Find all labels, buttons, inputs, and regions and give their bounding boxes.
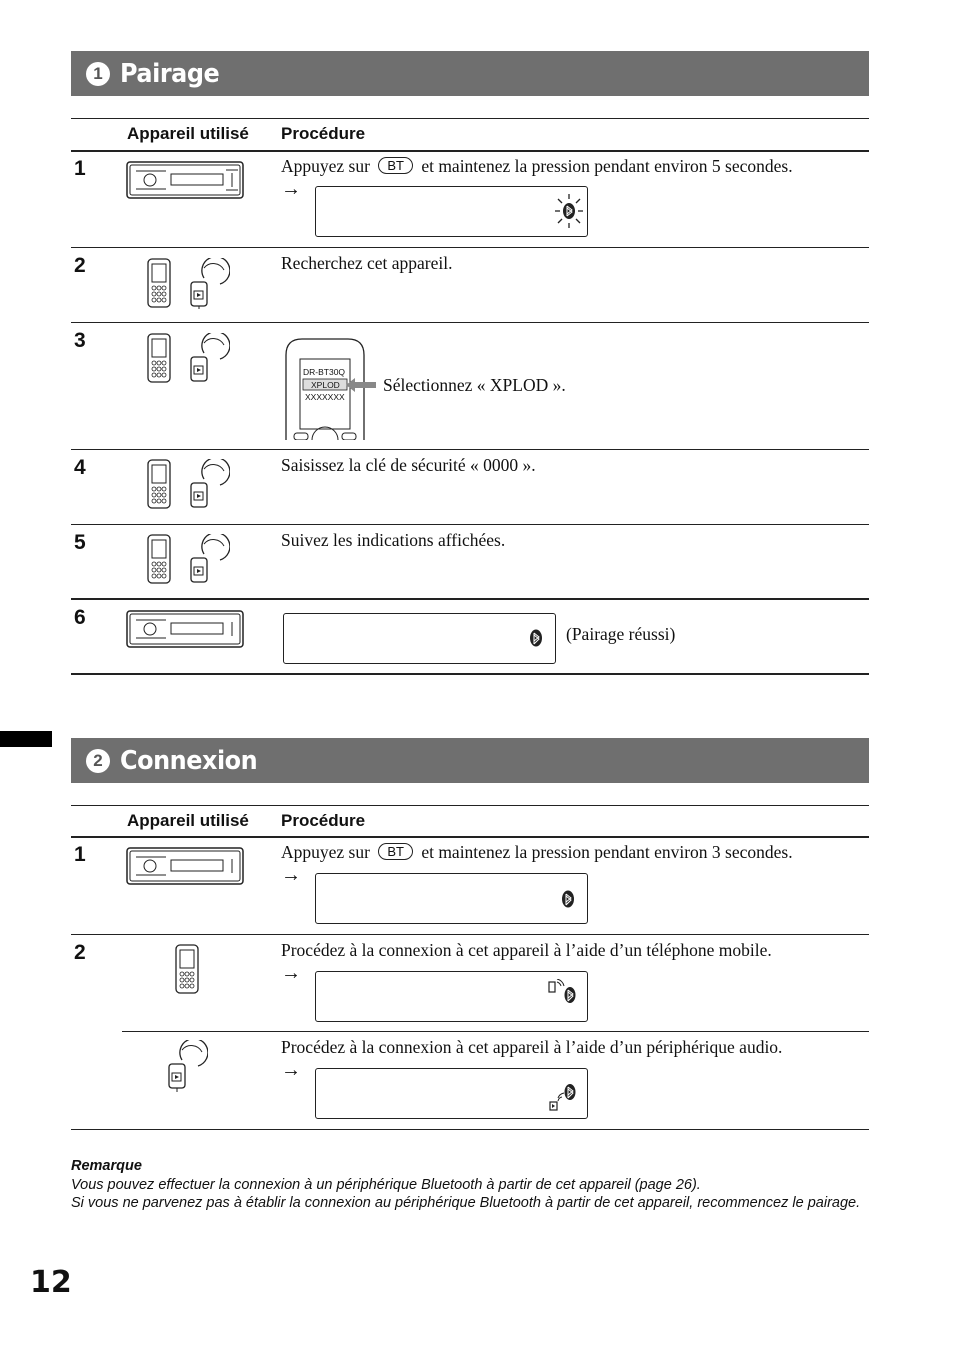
phone-and-audio-devices-icon [146, 459, 230, 511]
car-stereo-icon [126, 847, 244, 885]
pointer-arrow-icon [345, 377, 377, 393]
column-header-device: Appareil utilisé [127, 124, 249, 143]
headphones-player-icon [166, 1040, 208, 1094]
screen-line-selected: XPLOD [311, 380, 340, 390]
step-number: 5 [74, 531, 86, 554]
section-header-connexion [71, 738, 869, 783]
phone-and-audio-devices-icon [146, 258, 230, 310]
bluetooth-icon [561, 890, 575, 908]
remark-line: Vous pouvez effectuer la connexion à un périphérique Bluetooth à partir de cet appareil (page 26). [71, 1176, 701, 1193]
display-screen [315, 971, 588, 1022]
step-instruction: Procédez à la connexion à cet appareil à l’aide d’un périphérique audio. [281, 1037, 783, 1057]
table-rule [71, 673, 869, 675]
table-rule [71, 805, 869, 806]
section-number-badge: 1 [86, 62, 110, 86]
phone-connected-icon [548, 979, 578, 1005]
car-stereo-icon [126, 610, 244, 648]
headphones-player-icon [191, 258, 230, 309]
display-screen [315, 1068, 588, 1119]
step-instruction [281, 156, 793, 177]
table-rule [71, 322, 869, 323]
section-title: Pairage [120, 58, 220, 89]
phone-and-audio-devices-icon [146, 333, 230, 385]
step-instruction: Procédez à la connexion à cet appareil à l’aide d’un téléphone mobile. [281, 940, 772, 960]
table-rule [71, 836, 869, 838]
table-rule [71, 247, 869, 248]
step-number: 1 [74, 843, 86, 866]
step-instruction: Recherchez cet appareil. [281, 253, 453, 273]
bt-key-label: BT [378, 157, 413, 174]
instruction-text: et maintenez la pression pendant environ 3 secondes. [421, 842, 793, 862]
table-rule [71, 118, 869, 119]
section-title: Connexion [120, 745, 258, 776]
table-rule [71, 934, 869, 935]
table-rule [122, 1031, 869, 1032]
step-number: 4 [74, 456, 86, 479]
page-number: 12 [30, 1265, 72, 1300]
display-screen [283, 613, 556, 664]
instruction-text: et maintenez la pression pendant environ 5 secondes. [421, 156, 793, 176]
step-instruction [281, 842, 793, 863]
table-rule [71, 449, 869, 450]
phone-and-audio-devices-icon [146, 534, 230, 586]
table-rule [71, 150, 869, 152]
column-header-procedure: Procédure [281, 124, 366, 143]
step-number: 6 [74, 606, 86, 629]
mobile-phone-icon [148, 259, 170, 307]
bt-key-label: BT [378, 843, 413, 860]
car-stereo-icon [126, 161, 244, 199]
bluetooth-icon [529, 629, 543, 647]
remark-heading: Remarque [71, 1158, 142, 1174]
audio-connected-icon [548, 1083, 578, 1113]
step-number: 2 [74, 254, 86, 277]
result-arrow: → [281, 962, 301, 984]
step-result: (Pairage réussi) [566, 624, 676, 644]
table-rule [71, 524, 869, 525]
mobile-phone-icon [174, 944, 200, 994]
instruction-text: Appuyez sur [281, 842, 370, 862]
section-header-pairage [71, 51, 869, 96]
step-instruction: Sélectionnez « XPLOD ». [383, 375, 566, 395]
column-header-device: Appareil utilisé [127, 811, 249, 830]
blinking-bluetooth-icon [552, 193, 586, 229]
column-header-procedure: Procédure [281, 811, 366, 830]
step-number: 1 [74, 157, 86, 180]
display-screen [315, 873, 588, 924]
step-instruction: Suivez les indications affichées. [281, 530, 506, 550]
section-number-badge: 2 [86, 749, 110, 773]
display-screen [315, 186, 588, 237]
result-arrow: → [281, 178, 301, 200]
chapter-tab-marker [0, 731, 52, 747]
instruction-text: Appuyez sur [281, 156, 370, 176]
step-number: 3 [74, 329, 86, 352]
remark-line: Si vous ne parvenez pas à établir la connexion au périphérique Bluetooth à partir de cet appareil, recommencez le pairage. [71, 1195, 861, 1211]
table-rule [71, 598, 869, 600]
screen-line: XXXXXXX [305, 392, 345, 402]
table-rule [71, 1129, 869, 1130]
step-number: 2 [74, 941, 86, 964]
step-instruction: Saisissez la clé de sécurité « 0000 ». [281, 455, 536, 475]
result-arrow: → [281, 1059, 301, 1081]
remark-note [71, 1157, 871, 1213]
screen-line: DR-BT30Q [303, 367, 346, 377]
result-arrow: → [281, 864, 301, 886]
